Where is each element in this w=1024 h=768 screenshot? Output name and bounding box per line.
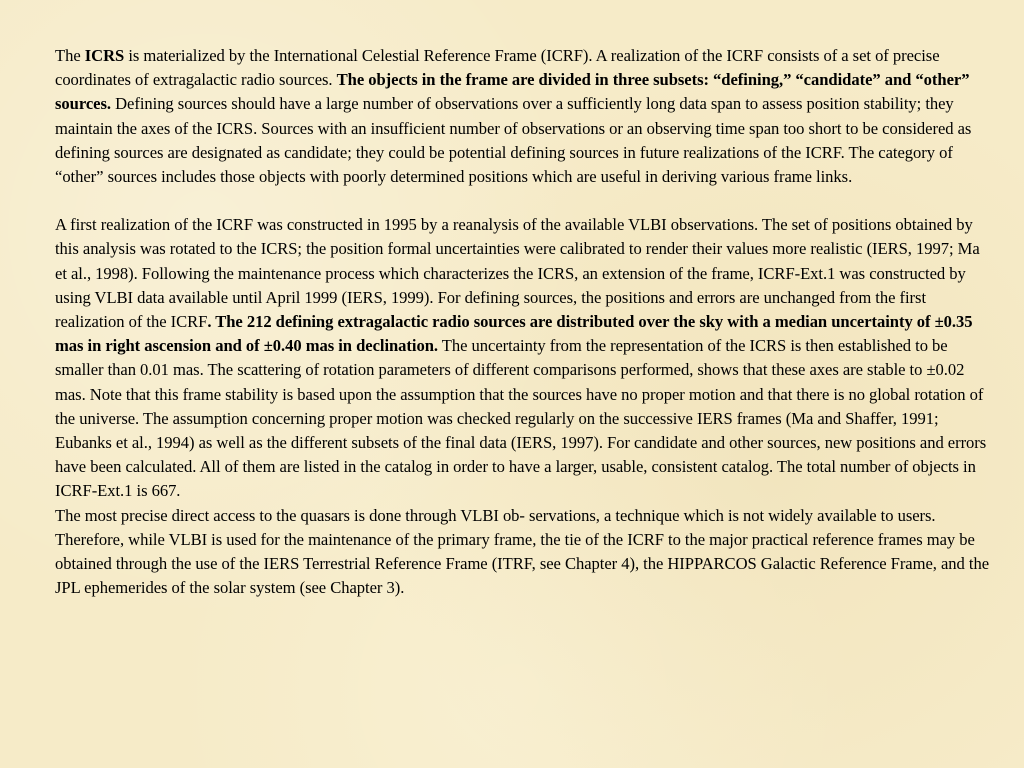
text-segment: The uncertainty from the representation of the ICRS is then established to be smaller than 0.01 mas. The scattering of rotation parameters of different comparisons performed, shows that these axes are stable to ±0.02 mas. Note that this frame stability is based upon the assumption that the sources have no proper motion and that there is no global rotation of the universe. The assumption concerning proper motion was checked regularly on the successive IERS frames (Ma and Shaffer, 1991; Eubanks et al., 1994) as well as the different subsets of the final data (IERS, 1997). For candidate and other sources, new positions and errors have been calculated. All of them are listed in the catalog in order to have a larger, usable, consistent catalog. The total number of objects in ICRF-Ext.1 is 667. [55, 336, 987, 501]
paragraph-icrf-realization [55, 213, 990, 503]
text-segment: Defining sources should have a large number of observations over a sufficiently long data span to assess position stability; they maintain the axes of the ICRS. Sources with an insufficient number of observations or an observing time span too short to be considered as defining sources are designated as candidate; they could be potential defining sources in future realizations of the ICRF. The category of “other” sources includes those objects with poorly determined positions which are useful in deriving various frame links. [55, 94, 972, 187]
text-segment: is materialized by the International Celestial Reference Frame (ICRF). A realization of the ICRF consists of a set of precise coordinates of extragalactic radio sources. [55, 46, 940, 90]
paragraph-vlbi-access [55, 504, 990, 601]
bold-defining-sources-statement: . The 212 defining extragalactic radio sources are distributed over the sky with a median uncertainty of ±0.35 mas in right ascension and of ±0.40 mas in declination. [55, 312, 973, 356]
text-segment: The most precise direct access to the quasars is done through VLBI ob- servations, a technique which is not widely available to users. Therefore, while VLBI is used for the maintenance of the primary frame, the tie of the ICRF to the major practical reference frames may be obtained through the use of the IERS Terrestrial Reference Frame (ITRF, see Chapter 4), the HIPPARCOS Galactic Reference Frame, and the JPL ephemerides of the solar system (see Chapter 3). [55, 505, 990, 598]
text-segment: A first realization of the ICRF was constructed in 1995 by a reanalysis of the available VLBI observations. The set of positions obtained by this analysis was rotated to the ICRS; the position formal uncertainties were calibrated to render their values more realistic (IERS, 1997; Ma et al., 1998). Following the maintenance process which characterizes the ICRS, an extension of the frame, ICRF-Ext.1 was constructed by using VLBI data available until April 1999 (IERS, 1999). For defining sources, the positions and errors are unchanged from the first realization of the ICRF [55, 215, 980, 332]
bold-subsets-statement: The objects in the frame are divided in three subsets: “defining,” “candidate” and “other” sources. [55, 70, 970, 114]
paragraph-icrs-definition [55, 44, 990, 189]
paragraph-gap [55, 189, 990, 213]
slide-body-text [55, 44, 990, 600]
text-segment: The [55, 46, 85, 65]
bold-term-icrs: ICRS [84, 46, 125, 65]
